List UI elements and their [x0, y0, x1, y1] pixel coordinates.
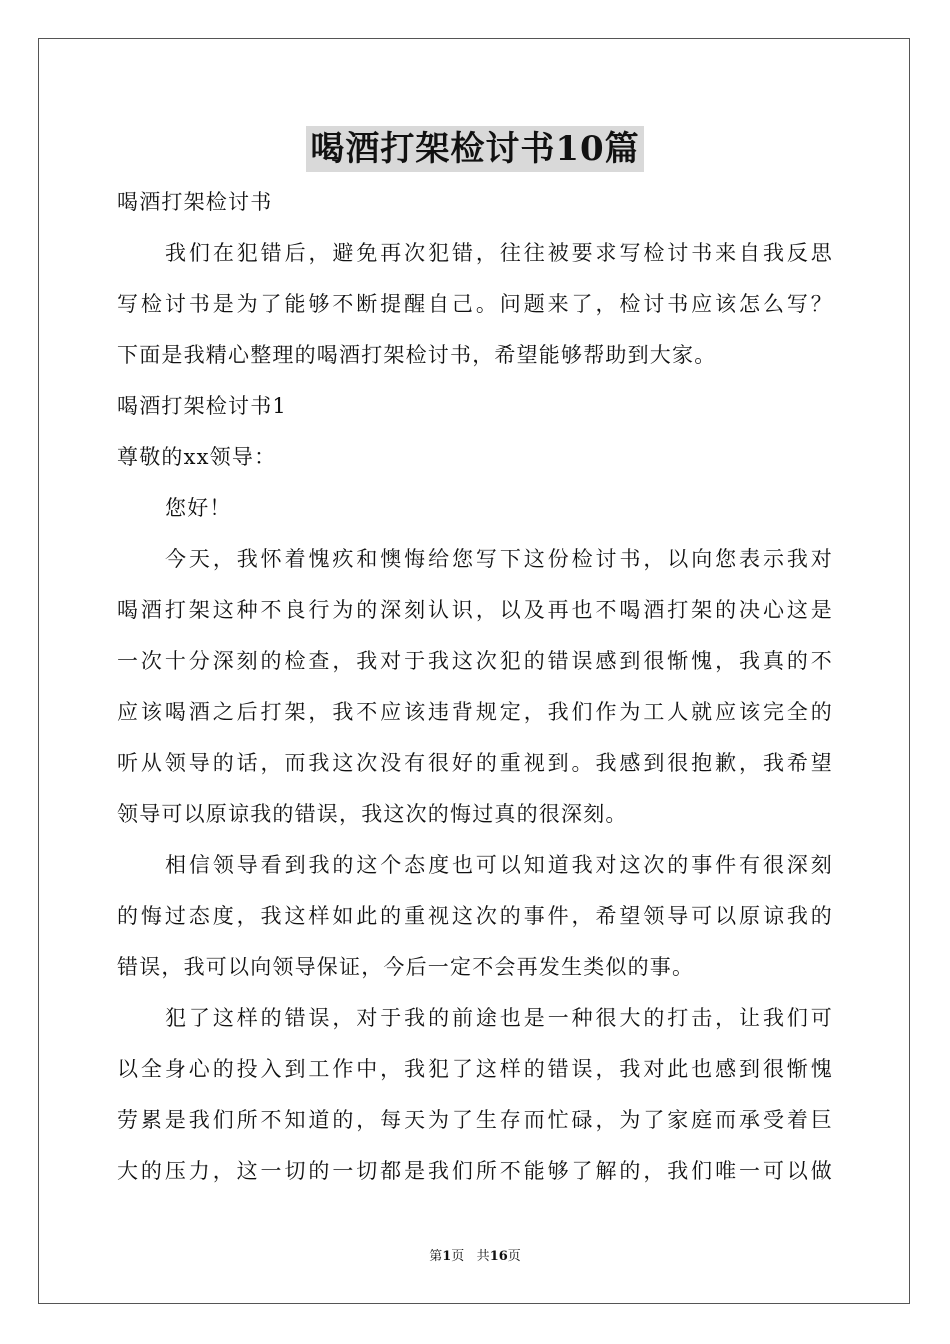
page-footer [0, 1248, 950, 1266]
paragraph-line: 错误，我可以向领导保证，今后一定不会再发生类似的事。 [117, 955, 695, 979]
paragraph-line: 听从领导的话，而我这次没有很好的重视到。我感到很抱歉，我希望 [117, 751, 833, 775]
paragraph-line: 的悔过态度，我这样如此的重视这次的事件，希望领导可以原谅我的 [117, 904, 833, 928]
paragraph-line: 一次十分深刻的检查，我对于我这次犯的错误感到很惭愧，我真的不 [117, 649, 833, 673]
total-suffix: 页 [507, 1249, 521, 1264]
paragraph-line: 下面是我精心整理的喝酒打架检讨书，希望能够帮助到大家。 [117, 343, 717, 367]
page-suffix: 页 [451, 1249, 465, 1264]
section-heading: 喝酒打架检讨书1 [117, 394, 287, 418]
page-number: 1 [442, 1249, 452, 1264]
paragraph-line: 今天，我怀着愧疚和懊悔给您写下这份检讨书，以向您表示我对 [165, 547, 833, 571]
paragraph-line: 写检讨书是为了能够不断提醒自己。问题来了，检讨书应该怎么写？ [117, 292, 833, 316]
total-pages: 16 [489, 1249, 508, 1264]
paragraph-line: 大的压力，这一切的一切都是我们所不能够了解的，我们唯一可以做 [117, 1159, 833, 1183]
greeting: 您好！ [165, 496, 232, 520]
paragraph-line: 犯了这样的错误，对于我的前途也是一种很大的打击，让我们可 [165, 1006, 833, 1030]
page-prefix: 第 [429, 1249, 443, 1264]
paragraph-line: 领导可以原谅我的错误，我这次的悔过真的很深刻。 [117, 802, 628, 826]
paragraph-line: 劳累是我们所不知道的，每天为了生存而忙碌，为了家庭而承受着巨 [117, 1108, 833, 1132]
paragraph-line: 以全身心的投入到工作中，我犯了这样的错误，我对此也感到很惭愧 [117, 1057, 833, 1081]
total-prefix: 共 [476, 1249, 490, 1264]
section-heading: 喝酒打架检讨书 [117, 190, 273, 214]
paragraph-line: 应该喝酒之后打架，我不应该违背规定，我们作为工人就应该完全的 [117, 700, 833, 724]
title-container [0, 126, 950, 172]
paragraph-line: 相信领导看到我的这个态度也可以知道我对这次的事件有很深刻 [165, 853, 833, 877]
paragraph-line: 喝酒打架这种不良行为的深刻认识，以及再也不喝酒打架的决心这是 [117, 598, 833, 622]
paragraph-line: 我们在犯错后，避免再次犯错，往往被要求写检讨书来自我反思 [165, 241, 833, 265]
document-title: 喝酒打架检讨书10篇 [306, 126, 643, 172]
document-body [117, 177, 833, 1197]
salutation: 尊敬的xx领导： [117, 445, 277, 469]
